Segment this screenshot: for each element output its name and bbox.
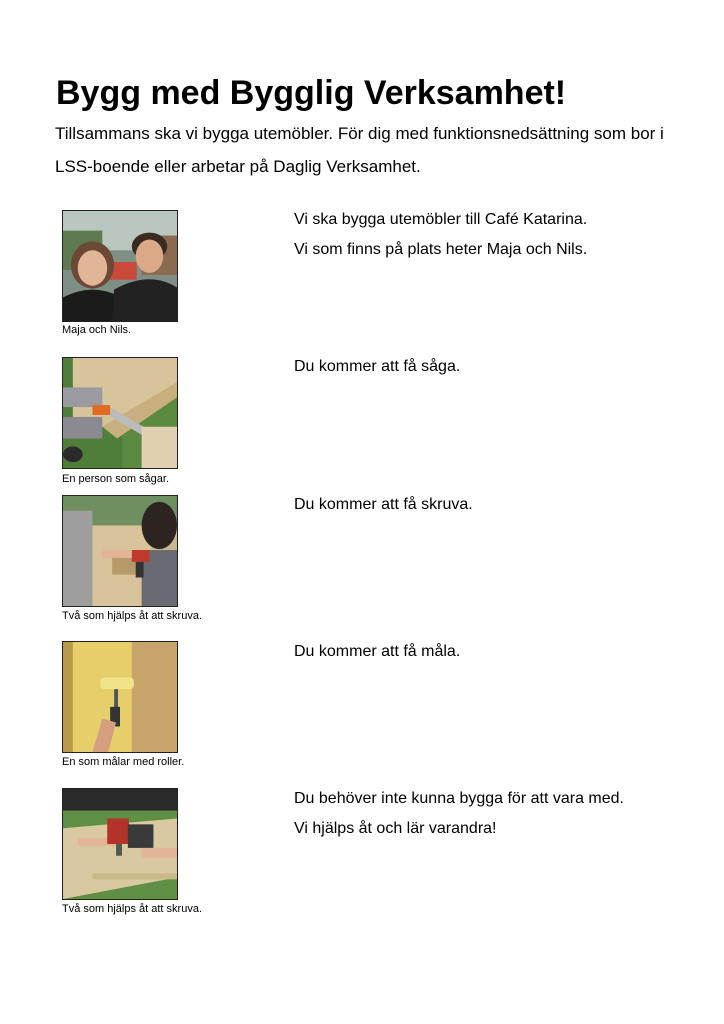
section-text <box>294 784 694 844</box>
text-line: Vi hjälps åt och lär varandra! <box>294 820 497 837</box>
photo-malar-med-roller <box>62 641 178 753</box>
text-line: Vi som finns på plats heter Maja och Nils. <box>294 241 588 258</box>
photo-caption: Två som hjälps åt att skruva. <box>62 610 202 622</box>
text-line: Du kommer att få såga. <box>294 358 461 375</box>
text-line: Du kommer att få skruva. <box>294 496 473 513</box>
section-text <box>294 352 694 382</box>
photo-maja-och-nils <box>62 210 178 322</box>
photo-caption: Två som hjälps åt att skruva. <box>62 903 202 915</box>
intro-text: Tillsammans ska vi bygga utemöbler. För dig med funktionsnedsättning som bor i LSS-boende eller arbetar på Daglig Verksamhet. <box>55 124 664 176</box>
section-text <box>294 637 694 667</box>
photo-tva-skruvar <box>62 495 178 607</box>
text-line: Du behöver inte kunna bygga för att vara med. <box>294 790 624 807</box>
photo-person-sagar <box>62 357 178 469</box>
photo-caption: En person som sågar. <box>62 473 170 485</box>
text-line: Vi ska bygga utemöbler till Café Katarina. <box>294 211 588 228</box>
photo-caption: En som målar med roller. <box>62 756 185 768</box>
section-text <box>294 205 694 265</box>
page-title: Bygg med Bygglig Verksamhet! <box>56 74 567 112</box>
section-text <box>294 490 694 520</box>
photo-caption: Maja och Nils. <box>62 324 132 336</box>
photo-tva-skruvar-2 <box>62 788 178 900</box>
text-line: Du kommer att få måla. <box>294 643 461 660</box>
